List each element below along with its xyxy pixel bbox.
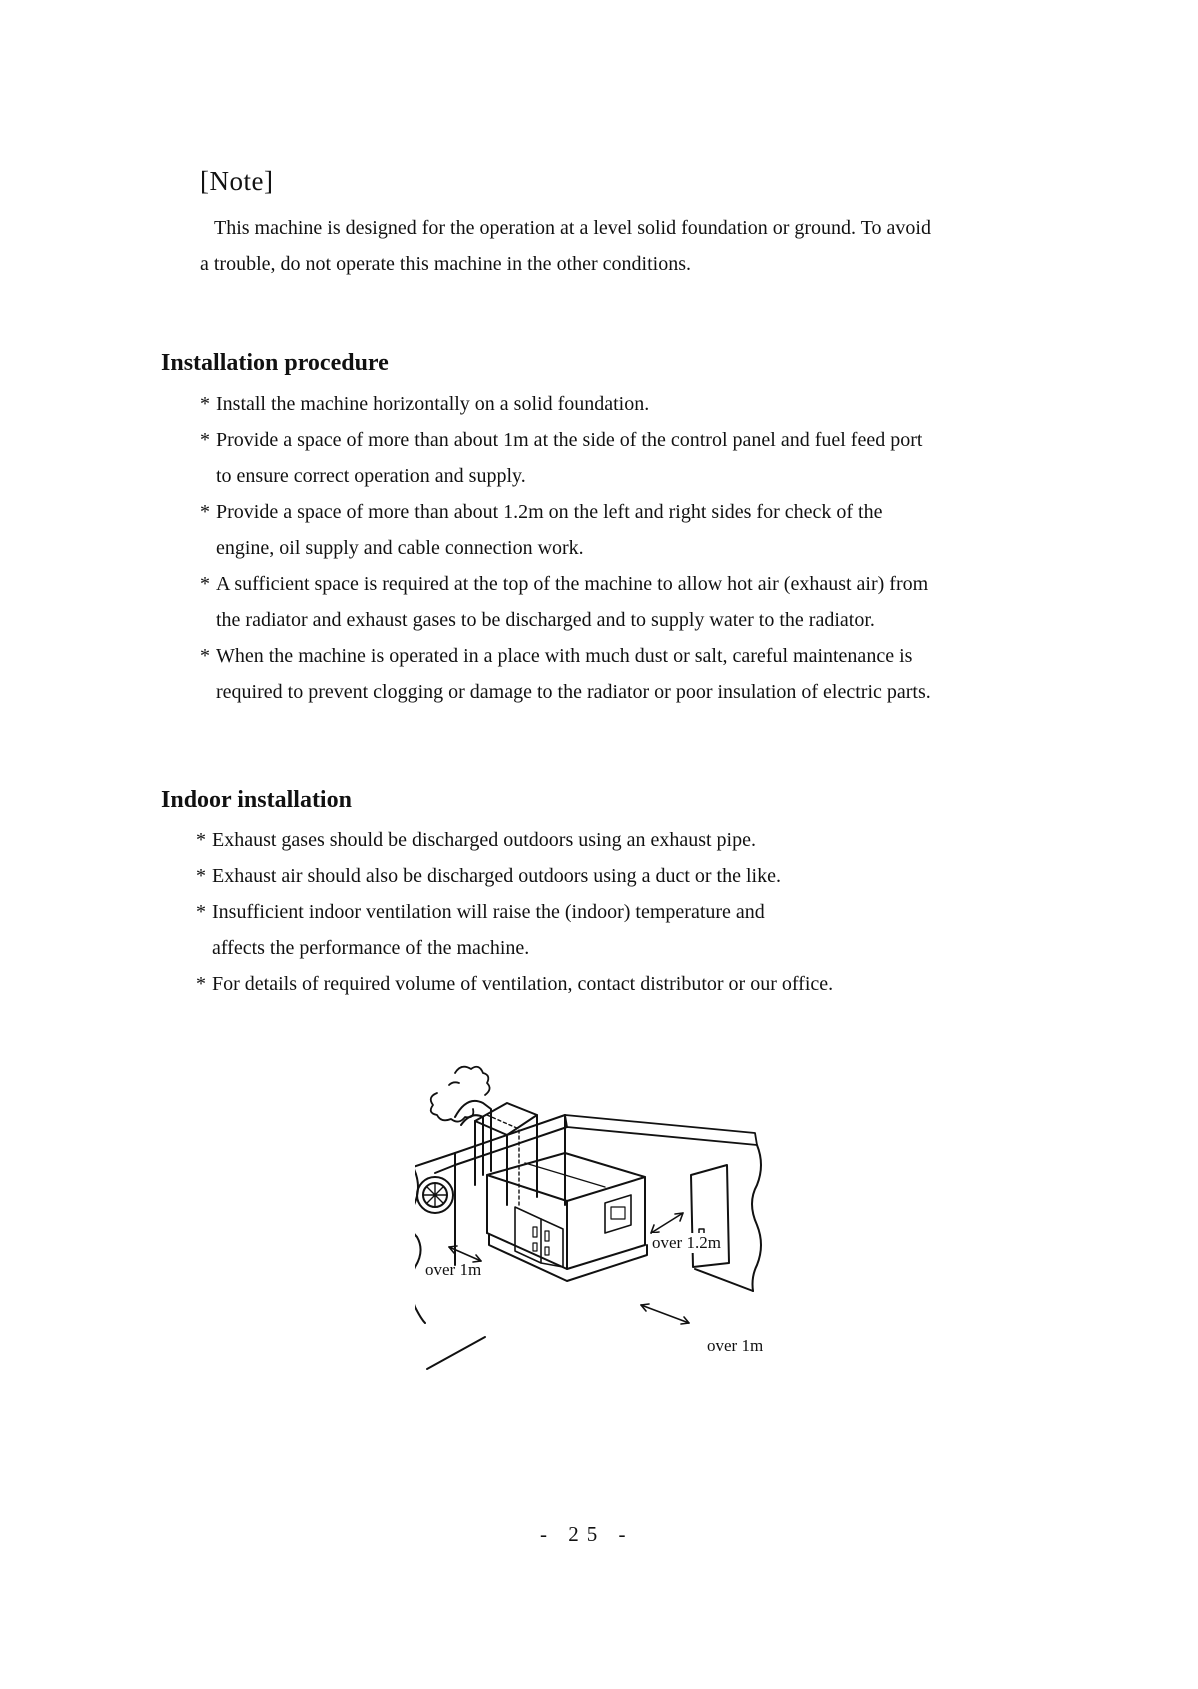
list-item: [200, 422, 1060, 494]
list-item-text: * Exhaust gases should be discharged outdoors using an exhaust pipe.: [212, 829, 756, 851]
page-number: - 25 -: [540, 1522, 634, 1546]
list-item: [200, 566, 1060, 638]
list-item-text: * When the machine is operated in a place with much dust or salt, careful maintenance is: [216, 645, 913, 667]
ventilation-fan-icon: [417, 1177, 453, 1213]
indoor-installation-list: [196, 822, 1056, 1002]
note-body: [200, 210, 1060, 282]
list-item-text-continued: engine, oil supply and cable connection work.: [216, 537, 584, 559]
indoor-installation-heading: Indoor installation: [161, 787, 352, 813]
list-item-text: * Provide a space of more than about 1m at the side of the control panel and fuel feed port: [216, 429, 923, 451]
list-item: [200, 386, 1060, 422]
generator-unit: [487, 1153, 647, 1281]
list-item-text: * A sufficient space is required at the top of the machine to allow hot air (exhaust air) from: [216, 573, 929, 595]
note-line: This machine is designed for the operation at a level solid foundation or ground. To avoid: [214, 217, 931, 239]
side-clearance-label: over 1m: [425, 1260, 482, 1279]
list-item-text-continued: required to prevent clogging or damage to the radiator or poor insulation of electric parts.: [216, 681, 931, 703]
list-item-text: * Exhaust air should also be discharged outdoors using a duct or the like.: [212, 865, 781, 887]
list-item: [196, 894, 1056, 966]
installation-procedure-heading: Installation procedure: [161, 350, 389, 376]
indoor-installation-diagram: [415, 1055, 815, 1385]
exhaust-air-duct: [475, 1103, 537, 1205]
list-item: [196, 966, 1056, 1002]
left-right-clearance-label: over 1.2m: [652, 1233, 721, 1252]
list-item-text: * For details of required volume of ventilation, contact distributor or our office.: [212, 973, 834, 995]
front-clearance-label: over 1m: [707, 1336, 764, 1355]
list-item-text-continued: the radiator and exhaust gases to be discharged and to supply water to the radiator.: [216, 609, 875, 631]
installation-procedure-list: [200, 386, 1060, 710]
list-item-text-continued: to ensure correct operation and supply.: [216, 465, 526, 487]
note-line: a trouble, do not operate this machine in the other conditions.: [200, 253, 691, 275]
list-item: [196, 858, 1056, 894]
list-item-text-continued: affects the performance of the machine.: [212, 937, 530, 959]
list-item: [196, 822, 1056, 858]
list-item-text: * Insufficient indoor ventilation will raise the (indoor) temperature and: [212, 901, 765, 923]
exhaust-smoke-icon: [431, 1067, 490, 1122]
list-item-text: * Install the machine horizontally on a solid foundation.: [216, 393, 650, 415]
list-item: [200, 638, 1060, 710]
list-item-text: * Provide a space of more than about 1.2m on the left and right sides for check of the: [216, 501, 883, 523]
note-title: [Note]: [200, 166, 274, 196]
list-item: [200, 494, 1060, 566]
